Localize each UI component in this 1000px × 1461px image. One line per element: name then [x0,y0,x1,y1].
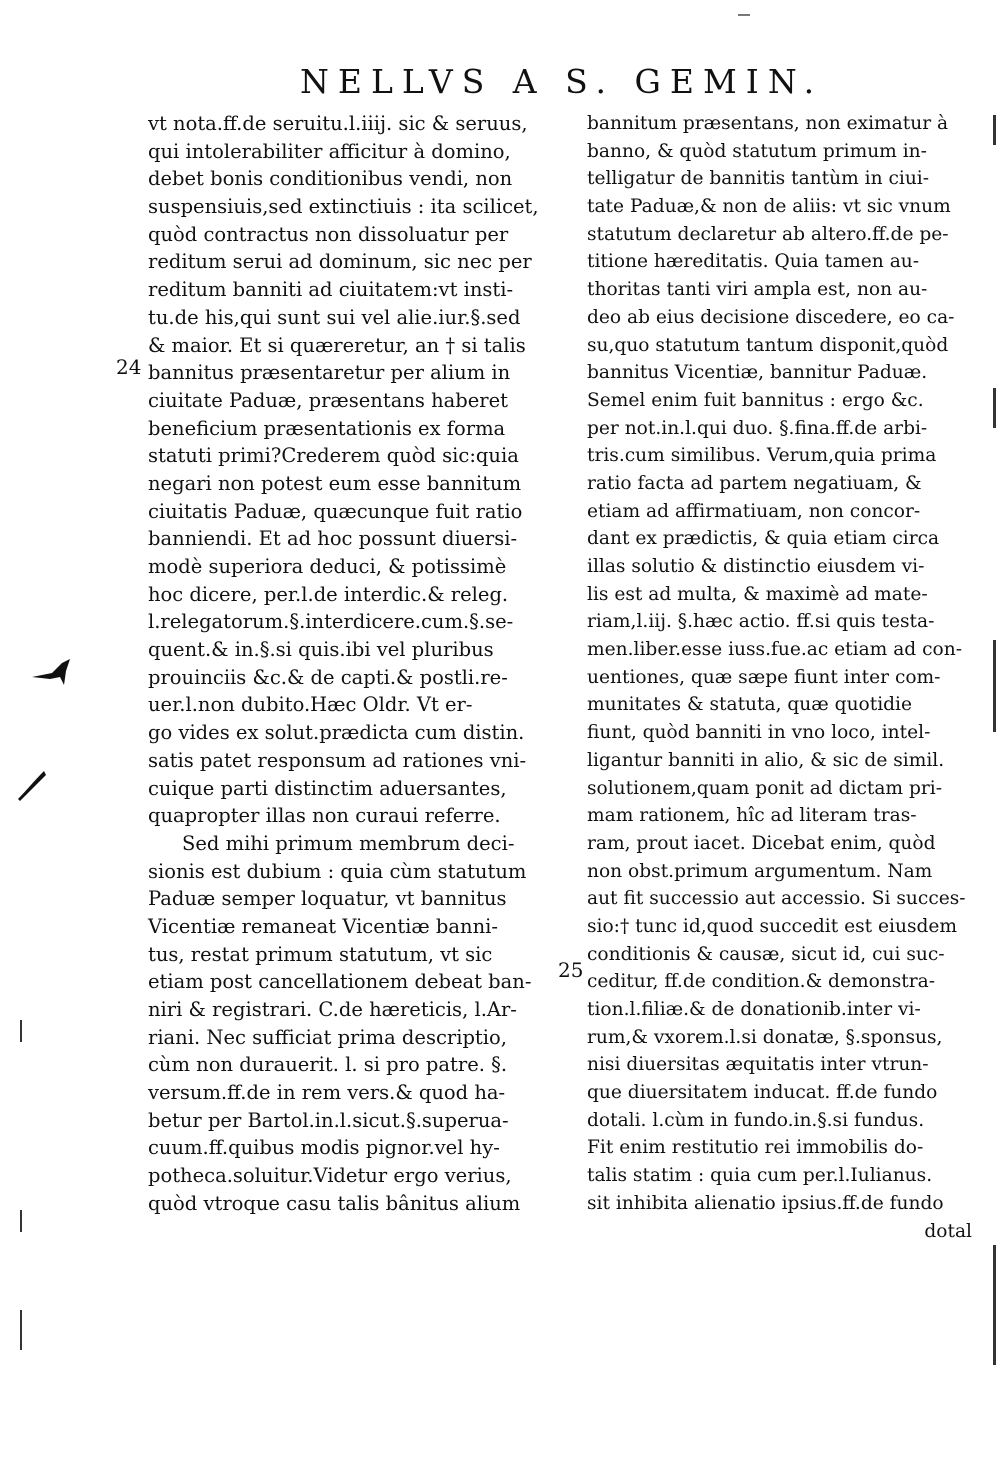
text-line: tu.de his,qui sunt sui vel alie.iur.§.sed [148,305,521,329]
right-column [587,110,972,1245]
text-line: ceditur, ff.de condition.& demonstra- [587,971,936,993]
text-line: modè superiora deduci, & potissimè [148,555,507,578]
text-line: bannitum præsentans, non eximatur à [587,113,949,134]
text-line: hoc dicere, per.l.de interdic.& releg. [148,582,509,606]
edge-mark [20,1210,22,1232]
text-line: telligatur de bannitis tantùm in ciui- [587,168,930,190]
text-line: cùm non durauerit. l. si pro patre. §. [148,1053,508,1077]
text-line: suspensiuis,sed extinctiuis : ita scilicet, [148,195,539,219]
text-line: cuum.ff.quibus modis pignor.vel hy- [148,1136,500,1160]
margin-number-right: 25 [558,958,584,982]
text-line: sit inhibita alienatio ipsius.ff.de fundo [587,1192,944,1214]
text-line: betur per Bartol.in.l.sicut.§.superua- [148,1108,509,1132]
edge-mark [993,1245,996,1365]
text-line: negari non potest eum esse bannitum [148,471,522,495]
text-line: versum.ff.de in rem vers.& quod ha- [148,1081,506,1105]
text-line: reditum banniti ad ciuitatem:vt insti- [148,278,514,302]
text-line: titione hæreditatis. Quia tamen au- [587,251,920,273]
corner-mark [738,14,750,16]
text-line: ratio facta ad partem negatiuam, & [587,472,922,494]
text-line: banno, & quòd statutum primum in- [587,140,927,162]
ink-blot-icon [30,655,80,695]
text-line: cuique parti distinctim aduersantes, [148,776,507,800]
text-line: que diuersitatem inducat. ff.de fundo [587,1082,938,1104]
text-line: dant ex prædictis, & quia etiam circa [587,528,940,550]
text-line: ciuitatis Paduæ, quæcunque fuit ratio [148,499,523,523]
edge-mark [993,640,996,732]
text-line: niri & registrari. C.de hæreticis, l.Ar- [148,998,517,1021]
text-line: Vicentiæ remaneat Vicentiæ banni- [148,914,498,938]
text-line: bannitus præsentaretur per alium in [148,361,511,385]
text-line: Semel enim fuit bannitus : ergo &c. [587,389,924,411]
text-line: reditum serui ad dominum, sic nec per [148,250,532,274]
edge-mark [20,1020,22,1042]
text-line: debet bonis conditionibus vendi, non [148,167,513,191]
text-line: etiam post cancellationem debeat ban- [148,970,532,994]
text-line: tus, restat primum statutum, vt sic [148,942,493,966]
text-line: tris.cum similibus. Verum,quia prima [587,445,937,467]
text-line: lis est ad multa, & maximè ad mate- [587,583,928,605]
text-line: riani. Nec sufficiat prima descriptio, [148,1025,507,1049]
ink-stroke-icon [14,765,54,805]
text-line: sio:† tunc id,quod succedit est eiusdem [587,915,958,937]
running-head: NELLVS A S. GEMIN. [300,62,824,101]
text-line: talis statim : quia cum per.l.Iulianus. [587,1165,933,1187]
text-line: prouinciis &c.& de capti.& postli.re- [148,665,508,689]
text-line: dotal [924,1220,972,1242]
text-line: ciuitate Paduæ, præsentans haberet [148,388,508,412]
text-line: aut fit successio aut accessio. Si succes- [587,888,966,910]
edge-mark [993,388,996,428]
text-line: potheca.soluitur.Videtur ergo verius, [148,1164,512,1188]
text-line: su,quo statutum tantum disponit,quòd [587,334,949,356]
text-line: qui intolerabiliter afficitur à domino, [148,139,511,163]
text-line: quòd vtroque casu talis bânitus alium [148,1191,521,1215]
text-line: per not.in.l.qui duo. §.fina.ff.de arbi- [587,417,928,439]
text-line: tate Paduæ,& non de aliis: vt sic vnum [587,196,951,218]
text-line: l.relegatorum.§.interdicere.cum.§.se- [148,610,514,634]
text-line: nisi diuersitas æquitatis inter vtrun- [587,1054,929,1076]
text-line: etiam ad affirmatiuam, non concor- [587,500,921,522]
text-line: vt nota.ff.de seruitu.l.iiij. sic & seruus, [148,112,528,135]
text-line: solutionem,quam ponit ad dictam pri- [587,777,942,799]
text-line: riam,l.iij. §.hæc actio. ff.si quis testa- [587,611,935,633]
text-line: statutum declaretur ab altero.ff.de pe- [587,223,949,245]
edge-mark [20,1310,22,1350]
text-line: dotali. l.cùm in fundo.in.§.si fundus. [587,1109,925,1131]
edge-mark [993,115,996,145]
text-line: uentiones, quæ sæpe fiunt inter com- [587,666,941,688]
text-line: mam rationem, hîc ad literam tras- [587,805,917,827]
text-line: rum,& vxorem.l.si donatæ, §.sponsus, [587,1026,943,1048]
text-line: quapropter illas non curaui referre. [148,804,501,828]
left-column [148,110,558,1218]
text-line: statuti primi?Crederem quòd sic:quia [148,444,519,468]
text-line: fiunt, quòd banniti in vno loco, intel- [587,722,931,744]
text-line: ligantur banniti in alio, & sic de simil. [587,749,945,771]
text-line: satis patet responsum ad rationes vni- [148,748,527,772]
text-line: sionis est dubium : quia cùm statutum [148,859,527,883]
text-line: Sed mihi primum membrum deci- [182,831,515,855]
text-line: go vides ex solut.prædicta cum distin. [148,721,525,745]
text-line: ram, prout iacet. Dicebat enim, quòd [587,832,936,854]
text-line: Paduæ semper loquatur, vt bannitus [148,887,507,911]
text-line: illas solutio & distinctio eiusdem vi- [587,556,925,577]
margin-number-left: 24 [116,355,142,379]
text-line: deo ab eius decisione discedere, eo ca- [587,306,955,328]
text-line: Fit enim restitutio rei immobilis do- [587,1137,924,1159]
text-line: & maior. Et si quæreretur, an † si talis [148,333,526,357]
text-line: bannitus Vicentiæ, bannitur Paduæ. [587,362,928,384]
text-line: quòd contractus non dissoluatur per [148,222,509,246]
text-line: banniendi. Et ad hoc possunt diuersi- [148,527,518,551]
text-line: tion.l.filiæ.& de donationib.inter vi- [587,999,921,1020]
text-line: men.liber.esse iuss.fue.ac etiam ad con- [587,639,962,661]
text-line: conditionis & causæ, sicut id, cui suc- [587,943,945,965]
text-line: non obst.primum argumentum. Nam [587,860,933,882]
text-line: thoritas tanti viri ampla est, non au- [587,279,928,301]
text-line: uer.l.non dubito.Hæc Oldr. Vt er- [148,693,473,717]
text-line: quent.& in.§.si quis.ibi vel pluribus [148,638,494,662]
text-line: beneficium præsentationis ex forma [148,416,506,440]
text-line: munitates & statuta, quæ quotidie [587,694,913,716]
